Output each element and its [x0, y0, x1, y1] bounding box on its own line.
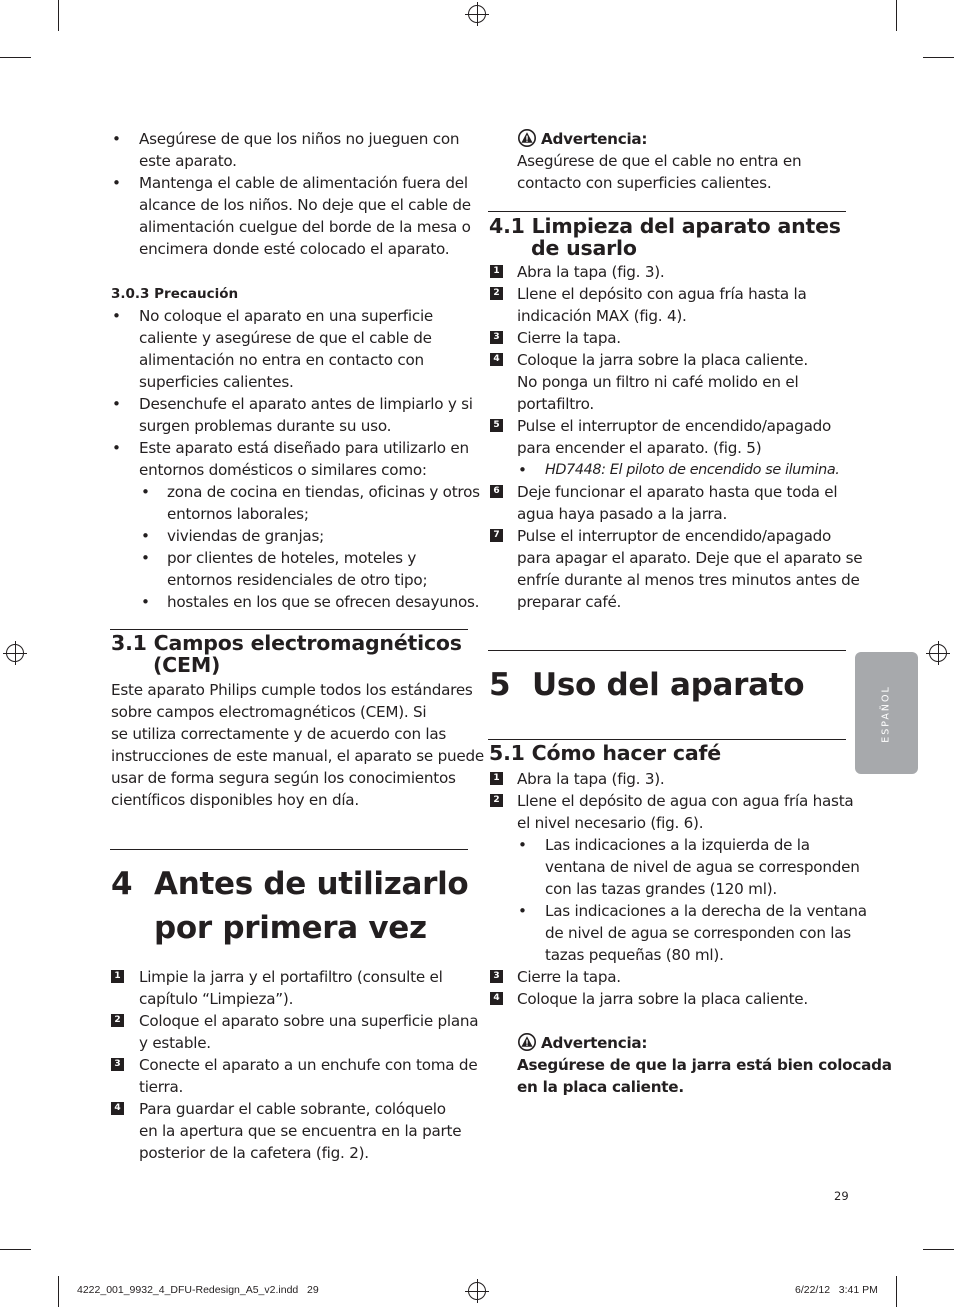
- step-text: Cierre la tapa.: [517, 968, 621, 986]
- step-number: 2: [111, 1014, 124, 1027]
- registration-mark-icon: [6, 644, 24, 662]
- footer-file-name: 4222_001_9932_4_DFU-Redesign_A5_v2.indd 29: [77, 1284, 319, 1296]
- step-text: Llene el depósito con agua fría hasta la indicación MAX (fig. 4).: [517, 285, 807, 325]
- step-number: 4: [490, 353, 503, 366]
- step-number: 4: [111, 1102, 124, 1115]
- sub-bullet: •: [141, 593, 150, 611]
- sub-bullet: •: [141, 527, 150, 545]
- step-number: 5: [490, 419, 503, 432]
- sub-bullet: •: [141, 549, 150, 567]
- sub-bullet: •: [141, 483, 150, 501]
- step-text: Cierre la tapa.: [517, 329, 621, 347]
- step-text: Abra la tapa (fig. 3).: [517, 263, 665, 281]
- chapter-5-number: 5: [489, 667, 511, 703]
- bullet: •: [112, 395, 121, 413]
- step-note: HD7448: El piloto de encendido se ilumina.: [545, 462, 840, 478]
- section-rule: [488, 211, 846, 212]
- step-text: Para guardar el cable sobrante, colóquelo en la apertura que se encuentra en la parte posterior de la cafetera (fig. 2).: [139, 1100, 462, 1162]
- sub-bullet-text: viviendas de granjas;: [167, 527, 325, 545]
- crop-mark: [896, 1276, 897, 1307]
- warning-title: Advertencia:: [541, 1034, 648, 1052]
- sub-bullet-text: zona de cocina en tiendas, oficinas y otros entornos laborales;: [167, 483, 480, 523]
- crop-mark: [0, 57, 31, 58]
- crop-mark: [58, 1276, 59, 1307]
- step-number: 4: [490, 992, 503, 1005]
- bullet: •: [112, 130, 121, 148]
- step-text: Coloque el aparato sobre una superficie plana y estable.: [139, 1012, 479, 1052]
- registration-mark-icon: [468, 5, 486, 23]
- step-text: Llene el depósito de agua con agua fría hasta el nivel necesario (fig. 6).: [517, 792, 854, 832]
- bullet-text: Mantenga el cable de alimentación fuera del alcance de los niños. No deje que el cable de alimentación cuelgue del borde de la mesa o encimera donde esté colocado el aparato.: [139, 174, 471, 258]
- sub-bullet-text: hostales en los que se ofrecen desayunos.: [167, 593, 480, 611]
- step-text: Pulse el interruptor de encendido/apagado para encender el aparato. (fig. 5): [517, 417, 832, 457]
- bullet-text: Desenchufe el aparato antes de limpiarlo y si surgen problemas durante su uso.: [139, 395, 473, 435]
- chapter-4-title: Antes de utilizarlo por primera vez: [154, 866, 469, 946]
- bullet: •: [112, 307, 121, 325]
- step-number: 1: [111, 970, 124, 983]
- bullet-text: Asegúrese de que los niños no jueguen con este aparato.: [139, 130, 460, 170]
- warning-icon: [517, 129, 537, 147]
- bullet-text: No coloque el aparato en una superficie caliente y asegúrese de que el cable de alimentación no entra en contacto con superficies calientes.: [139, 307, 434, 391]
- step-number: 6: [490, 485, 503, 498]
- step-text: Limpie la jarra y el portafiltro (consulte el capítulo “Limpieza”).: [139, 968, 443, 1008]
- crop-mark: [0, 1249, 31, 1250]
- bullet: •: [112, 174, 121, 192]
- crop-mark: [896, 0, 897, 31]
- step-number: 2: [490, 287, 503, 300]
- page-number: 29: [834, 1189, 849, 1203]
- sub-bullet-text: por clientes de hoteles, moteles y entornos residenciales de otro tipo;: [167, 549, 428, 589]
- warning-bottom: Advertencia: Asegúrese de que la jarra está bien colocada en la placa caliente.: [517, 1034, 892, 1096]
- step-number: 2: [490, 794, 503, 807]
- crop-mark: [58, 0, 59, 31]
- sub-bullet-text: Las indicaciones a la derecha de la ventana de nivel de agua se corresponden con las tazas pequeñas (80 ml).: [545, 902, 867, 964]
- chapter-4-number: 4: [111, 866, 133, 902]
- warning-top: Advertencia: Asegúrese de que el cable no entra en contacto con superficies calientes.: [517, 130, 802, 192]
- bullet-text: Este aparato está diseñado para utilizarlo en entornos domésticos o similares como:: [139, 439, 469, 479]
- sub-bullet: •: [518, 902, 527, 920]
- step-number: 1: [490, 772, 503, 785]
- step-number: 7: [490, 529, 503, 542]
- crop-mark: [923, 57, 954, 58]
- step-text: Coloque la jarra sobre la placa caliente.: [517, 990, 808, 1008]
- footer-date: 6/22/12 3:41 PM: [795, 1284, 878, 1296]
- warning-title: Advertencia:: [541, 130, 648, 148]
- chapter-rule: [488, 650, 846, 651]
- registration-mark-icon: [468, 1282, 486, 1300]
- section-rule: [488, 739, 846, 740]
- bullet: •: [518, 461, 527, 479]
- language-tab-label: ESPAÑOL: [880, 685, 892, 743]
- sub-bullet: •: [518, 836, 527, 854]
- step-number: 3: [490, 331, 503, 344]
- section-3-1-body: Este aparato Philips cumple todos los estándares sobre campos electromagnéticos (CEM). Si se utiliza correctamente y de acuerdo con las instrucciones de este manual, el aparato se puede usar de forma segura según los conocimientos científicos disponibles hoy en día.: [111, 681, 484, 809]
- step-number: 3: [490, 970, 503, 983]
- step-text: Deje funcionar el aparato hasta que toda el agua haya pasado a la jarra.: [517, 483, 838, 523]
- crop-mark: [923, 1249, 954, 1250]
- chapter-5-title: Uso del aparato: [532, 667, 805, 703]
- step-number: 1: [490, 265, 503, 278]
- precaution-heading: 3.0.3 Precaución: [111, 286, 239, 302]
- sub-bullet-text: Las indicaciones a la izquierda de la ventana de nivel de agua se corresponden con las tazas grandes (120 ml).: [545, 836, 860, 898]
- section-rule: [110, 629, 468, 630]
- step-text: Coloque la jarra sobre la placa caliente. No ponga un filtro ni café molido en el portafiltro.: [517, 351, 808, 413]
- registration-mark-icon: [929, 644, 947, 662]
- section-4-1-title: 4.1 Limpieza del aparato antes de usarlo: [489, 214, 841, 260]
- step-number: 3: [111, 1058, 124, 1071]
- step-text: Abra la tapa (fig. 3).: [517, 770, 665, 788]
- chapter-rule: [110, 849, 468, 850]
- step-text: Pulse el interruptor de encendido/apagado para apagar el aparato. Deje que el aparato se enfríe durante al menos tres minutos antes de preparar café.: [517, 527, 863, 611]
- section-5-1-title: 5.1 Cómo hacer café: [489, 741, 721, 765]
- step-text: Conecte el aparato a un enchufe con toma de tierra.: [139, 1056, 478, 1096]
- bullet: •: [112, 439, 121, 457]
- section-3-1-title: 3.1 Campos electromagnéticos (CEM): [111, 631, 462, 677]
- warning-icon: [517, 1033, 537, 1051]
